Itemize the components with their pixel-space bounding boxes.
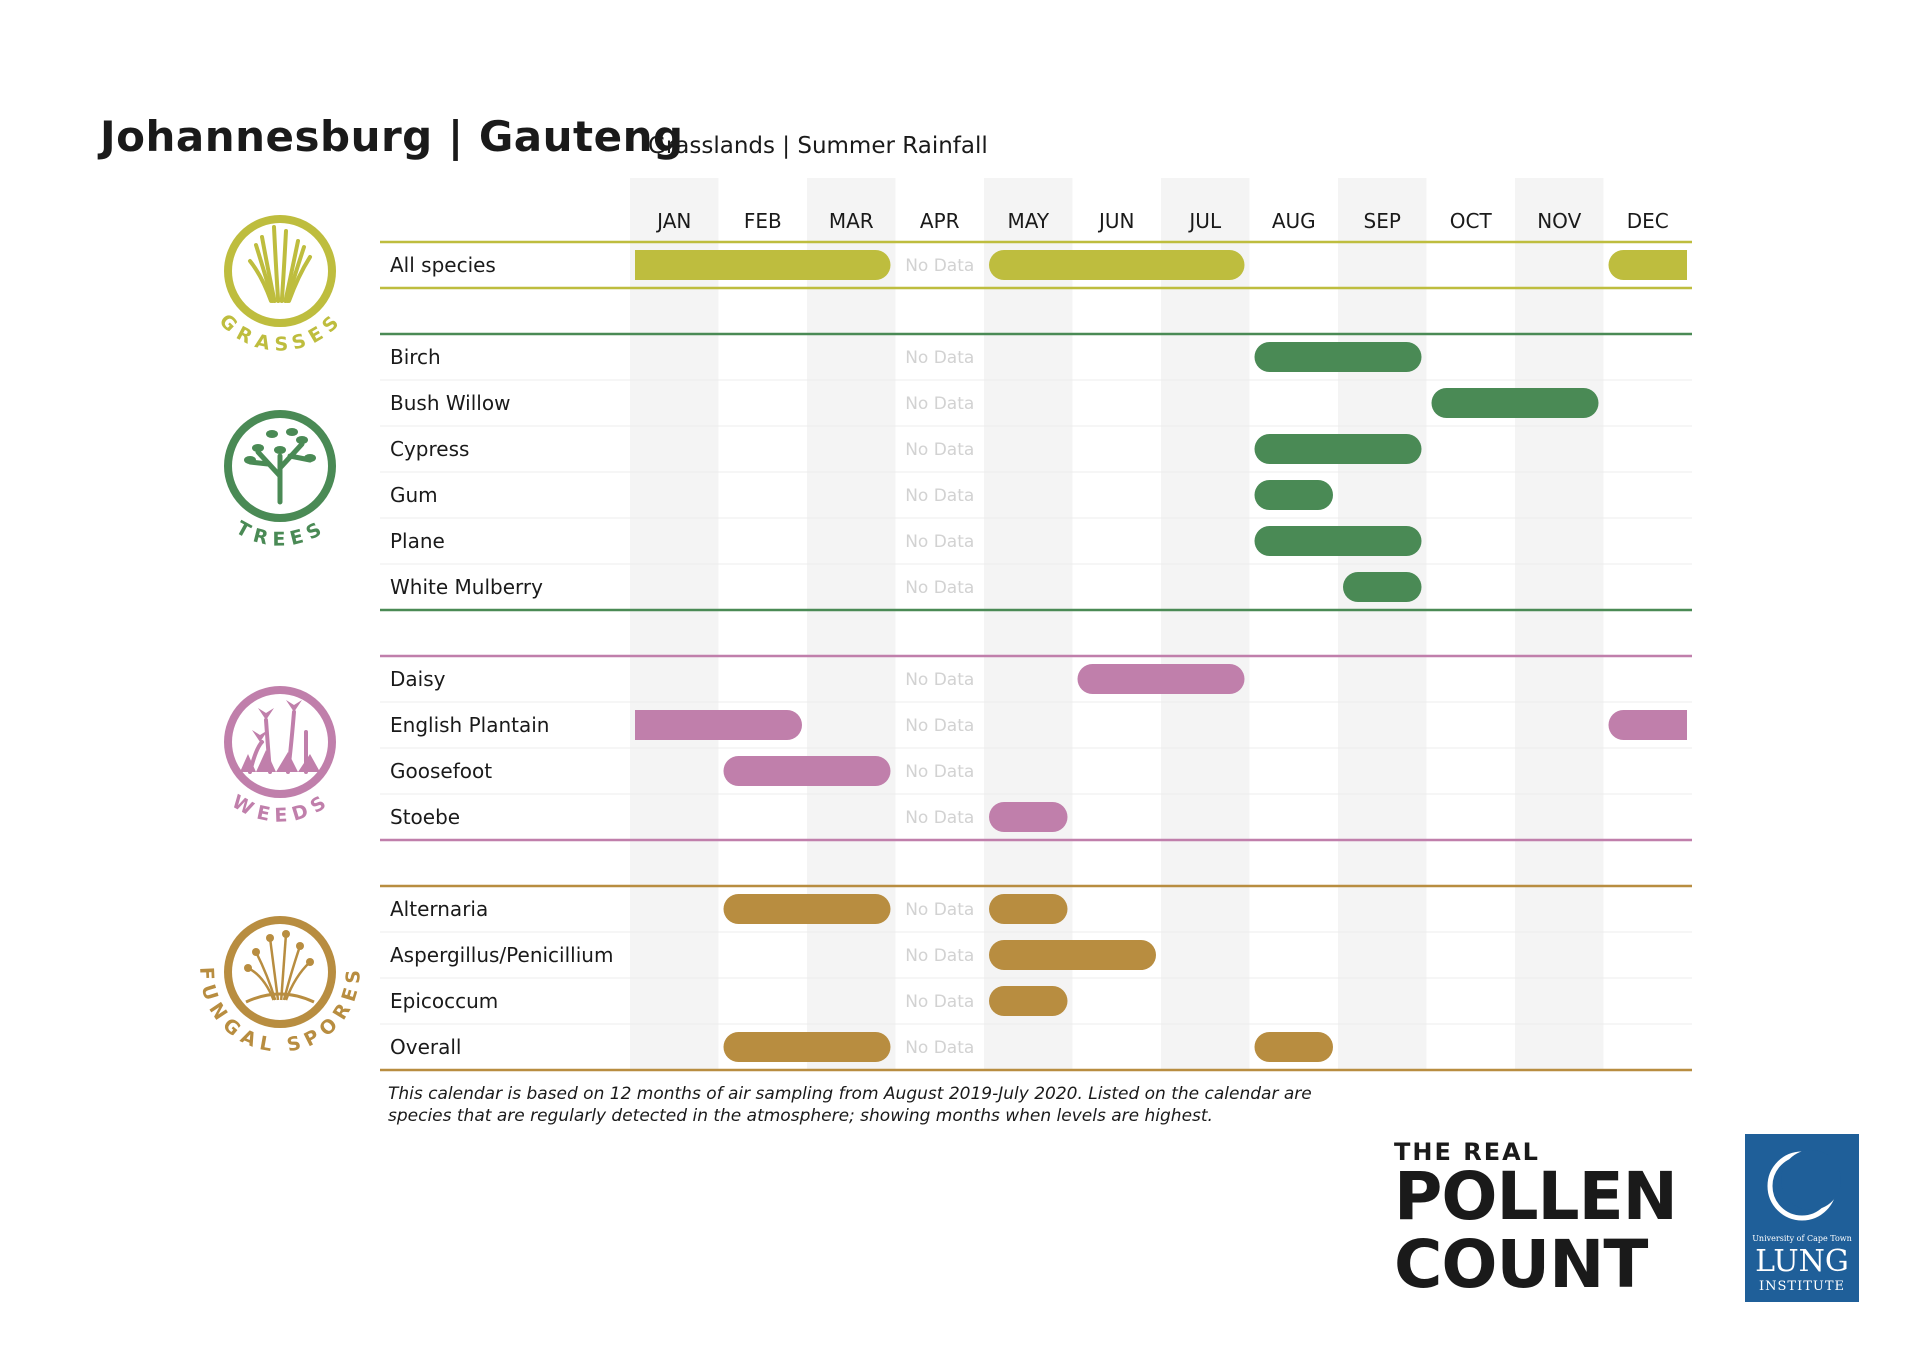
species-label-birch: Birch — [390, 345, 441, 369]
tree-icon — [214, 414, 346, 551]
bar-overall-aug-aug — [1255, 1032, 1334, 1062]
no-data-label: No Data — [905, 762, 975, 782]
month-stripe-jan — [630, 178, 719, 1070]
bar-stoebe-may-may — [989, 802, 1068, 832]
bar-epicoccum-may-may — [989, 986, 1068, 1016]
no-data-label: No Data — [905, 578, 975, 598]
species-label-alternaria: Alternaria — [390, 897, 489, 921]
grass-icon — [214, 219, 346, 356]
group-label-fungal-spores: FUNGAL SPORES — [195, 966, 365, 1057]
crescent-icon — [1745, 1134, 1859, 1234]
page-title: Johannesburg | Gauteng — [100, 112, 684, 161]
footnote: This calendar is based on 12 months of air sampling from August 2019-July 2020. Listed on the calendar are species that are regularly detected in the atmosphere; showing months when levels are highest. — [388, 1084, 1312, 1126]
bar-all-species-dec-dec — [1609, 250, 1688, 280]
logo-line-pollen: POLLEN — [1394, 1158, 1677, 1235]
species-label-bush-willow: Bush Willow — [390, 391, 511, 415]
logo-line-the-real: THE REAL — [1394, 1138, 1540, 1166]
bar-aspergillus-penicillium-may-jun — [989, 940, 1156, 970]
species-label-overall: Overall — [390, 1035, 462, 1059]
logo-line-count: COUNT — [1394, 1226, 1648, 1303]
lung-institute-logo — [1745, 1134, 1859, 1302]
no-data-label: No Data — [905, 348, 975, 368]
month-label-jul: JUL — [1189, 209, 1222, 233]
species-label-cypress: Cypress — [390, 437, 470, 461]
lung-logo-university: University of Cape Town — [1752, 1234, 1852, 1243]
species-label-stoebe: Stoebe — [390, 805, 461, 829]
no-data-label: No Data — [905, 394, 975, 414]
month-label-jun: JUN — [1099, 209, 1135, 233]
month-label-sep: SEP — [1363, 209, 1401, 233]
month-label-dec: DEC — [1626, 209, 1669, 233]
real-pollen-count-logo — [1394, 1138, 1714, 1303]
month-label-jan: JAN — [657, 209, 692, 233]
month-label-mar: MAR — [828, 209, 874, 233]
no-data-label: No Data — [905, 1038, 975, 1058]
group-label-trees: TREES — [232, 517, 328, 551]
month-stripe-mar — [807, 178, 896, 1070]
bar-all-species-may-jul — [989, 250, 1245, 280]
lung-logo-lung: LUNG — [1755, 1244, 1849, 1279]
bar-plane-aug-sep — [1255, 526, 1422, 556]
species-label-gum: Gum — [390, 483, 438, 507]
weed-flower-icon — [214, 690, 346, 827]
no-data-label: No Data — [905, 900, 975, 920]
no-data-label: No Data — [905, 808, 975, 828]
month-stripe-sep — [1338, 178, 1427, 1070]
group-icons — [195, 219, 365, 1057]
month-label-oct: OCT — [1449, 209, 1492, 233]
no-data-label: No Data — [905, 716, 975, 736]
no-data-label: No Data — [905, 670, 975, 690]
species-label-english-plantain: English Plantain — [390, 713, 550, 737]
bar-gum-aug-aug — [1255, 480, 1334, 510]
month-stripe-may — [984, 178, 1073, 1070]
bar-alternaria-may-may — [989, 894, 1068, 924]
bar-daisy-jun-jul — [1078, 664, 1245, 694]
species-label-epicoccum: Epicoccum — [390, 989, 499, 1013]
bar-cypress-aug-sep — [1255, 434, 1422, 464]
species-label-white-mulberry: White Mulberry — [390, 575, 543, 599]
bar-bush-willow-oct-nov — [1432, 388, 1599, 418]
bar-birch-aug-sep — [1255, 342, 1422, 372]
page-subtitle: Grasslands | Summer Rainfall — [648, 133, 988, 159]
month-stripes — [630, 178, 1604, 1070]
group-label-grasses: GRASSES — [214, 309, 346, 356]
bar-white-mulberry-sep-sep — [1343, 572, 1422, 602]
no-data-label: No Data — [905, 486, 975, 506]
no-data-label: No Data — [905, 946, 975, 966]
no-data-label: No Data — [905, 532, 975, 552]
bar-english-plantain-jan-feb — [635, 710, 802, 740]
month-stripe-nov — [1515, 178, 1604, 1070]
lung-logo-institute: INSTITUTE — [1758, 1279, 1845, 1294]
month-label-feb: FEB — [743, 209, 782, 233]
species-label-plane: Plane — [390, 529, 445, 553]
no-data-label: No Data — [905, 440, 975, 460]
species-label-goosefoot: Goosefoot — [390, 759, 493, 783]
month-label-nov: NOV — [1537, 209, 1582, 233]
group-label-weeds: WEEDS — [228, 790, 333, 827]
month-label-may: MAY — [1007, 209, 1050, 233]
month-label-aug: AUG — [1271, 209, 1316, 233]
month-label-apr: APR — [919, 209, 960, 233]
no-data-label: No Data — [905, 992, 975, 1012]
bar-overall-feb-mar — [724, 1032, 891, 1062]
bar-goosefoot-feb-mar — [724, 756, 891, 786]
month-stripe-jul — [1161, 178, 1250, 1070]
species-label-daisy: Daisy — [390, 667, 446, 691]
bar-alternaria-feb-mar — [724, 894, 891, 924]
species-label-all-species: All species — [390, 253, 496, 277]
fungal-spore-icon — [195, 920, 365, 1057]
bar-english-plantain-dec-dec — [1609, 710, 1688, 740]
species-label-aspergillus-penicillium: Aspergillus/Penicillium — [390, 943, 614, 967]
bar-all-species-jan-mar — [635, 250, 891, 280]
no-data-label: No Data — [905, 256, 975, 276]
